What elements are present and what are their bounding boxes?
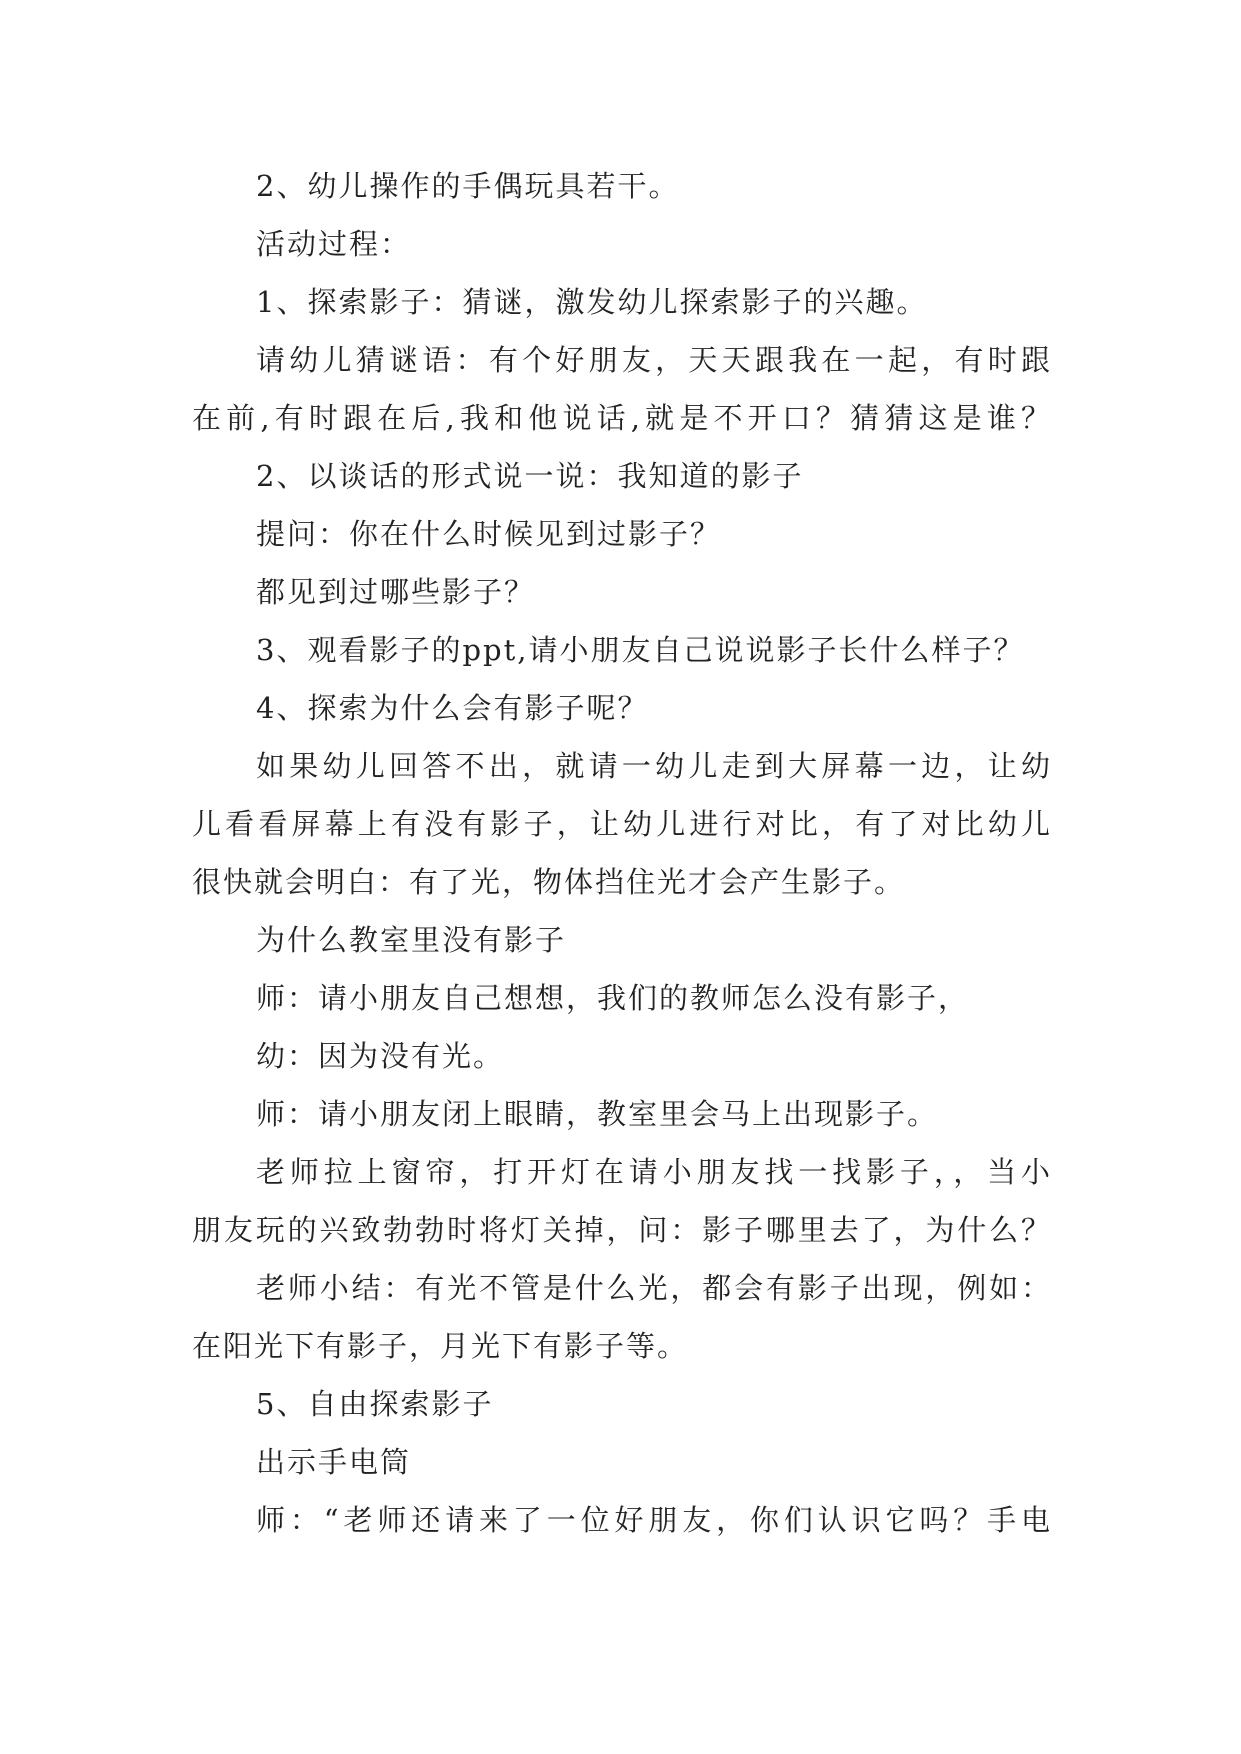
text-line: 3、观看影子的ppt,请小朋友自己说说影子长什么样子？ xyxy=(256,633,1025,667)
text-line: 都见到过哪些影子？ xyxy=(256,575,536,609)
text-line: 朋友玩的兴致勃勃时将灯关掉，问：影子哪里去了，为什么？ xyxy=(192,1213,1052,1247)
text-line: 师：请小朋友自己想想，我们的教师怎么没有影子， xyxy=(256,981,970,1015)
text-line: 老师拉上窗帘，打开灯在请小朋友找一找影子，，当小 xyxy=(256,1155,1052,1189)
text-line: 在前,有时跟在后,我和他说话,就是不开口？猜猜这是谁？ xyxy=(192,401,1052,435)
text-line: 1、探索影子：猜谜，激发幼儿探索影子的兴趣。 xyxy=(256,285,928,319)
text-line: 2、以谈话的形式说一说：我知道的影子 xyxy=(256,459,804,493)
text-line: 很快就会明白：有了光，物体挡住光才会产生影子。 xyxy=(192,865,906,899)
document-body xyxy=(192,157,1052,1549)
text-line: 4、探索为什么会有影子呢？ xyxy=(256,691,649,725)
text-line: 幼：因为没有光。 xyxy=(256,1039,505,1073)
text-line: 老师小结：有光不管是什么光，都会有影子出现，例如： xyxy=(256,1271,1052,1305)
text-line: 出示手电筒 xyxy=(256,1445,412,1479)
text-line: 师：“老师还请来了一位好朋友，你们认识它吗？手电 xyxy=(256,1503,1052,1537)
text-line: 请幼儿猜谜语：有个好朋友，天天跟我在一起，有时跟 xyxy=(256,343,1052,377)
text-line: 如果幼儿回答不出，就请一幼儿走到大屏幕一边，让幼 xyxy=(256,749,1052,783)
text-line: 2、幼儿操作的手偶玩具若干。 xyxy=(256,169,680,203)
text-line: 儿看看屏幕上有没有影子，让幼儿进行对比，有了对比幼儿 xyxy=(192,807,1052,841)
section-heading: 活动过程： xyxy=(256,227,412,261)
text-line: 在阳光下有影子，月光下有影子等。 xyxy=(192,1329,689,1363)
text-line: 师：请小朋友闭上眼睛，教室里会马上出现影子。 xyxy=(256,1097,939,1131)
text-line: 为什么教室里没有影子 xyxy=(256,923,567,957)
text-line: 5、自由探索影子 xyxy=(256,1387,494,1421)
text-line: 提问：你在什么时候见到过影子？ xyxy=(256,517,722,551)
